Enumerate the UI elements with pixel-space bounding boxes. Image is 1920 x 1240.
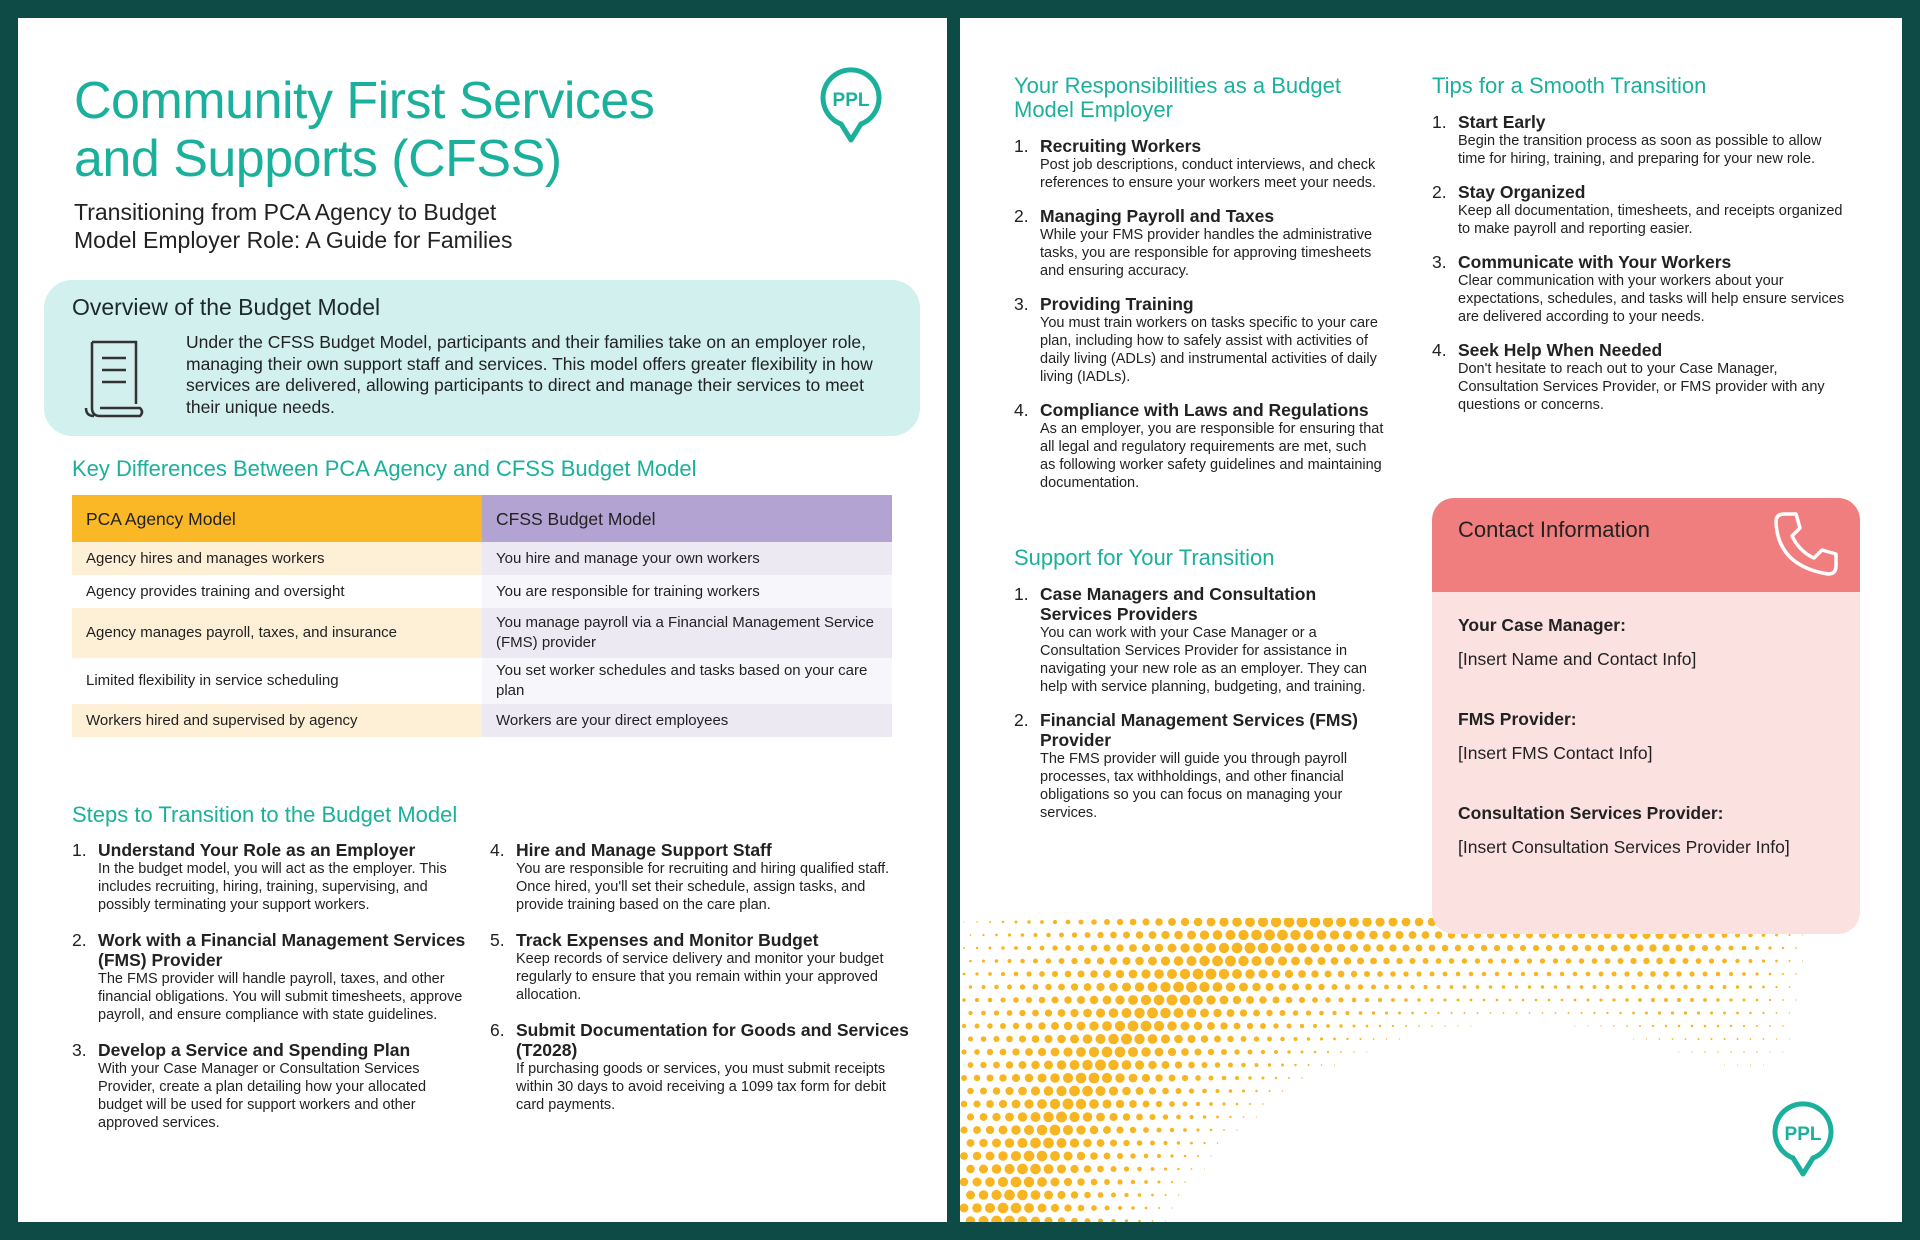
item-number: 2.: [1432, 182, 1447, 202]
differences-heading: Key Differences Between PCA Agency and CFSS Budget Model: [72, 456, 697, 481]
document-icon: [82, 338, 148, 420]
table-row: [72, 704, 892, 737]
phone-icon: [1770, 508, 1842, 580]
table-row: [72, 542, 892, 575]
table-row: [72, 608, 892, 658]
title-line2: and Supports (CFSS): [74, 130, 562, 188]
item-number: 4.: [490, 840, 505, 860]
item-description: Don't hesitate to reach out to your Case Manager, Consultation Services Provider, or FMS provider with any questions or concerns.: [1458, 361, 1825, 413]
item-description: Keep records of service delivery and monitor your budget regularly to ensure that you remain within your approved allocation.: [516, 951, 884, 1003]
item-description: The FMS provider will handle payroll, taxes, and other financial obligations. You will submit timesheets, approve payroll, and ensure compliance with state guidelines.: [98, 971, 463, 1023]
table-row: [72, 575, 892, 608]
cell-cfss: You set worker schedules and tasks based on your care plan: [482, 658, 892, 704]
support-heading: Support for Your Transition: [1014, 545, 1275, 570]
table-row: [72, 658, 892, 704]
cell-pca: Agency provides training and oversight: [72, 575, 482, 608]
list-item: [490, 930, 910, 1004]
list-item: [1432, 340, 1852, 414]
subtitle-line2: Model Employer Role: A Guide for Families: [74, 227, 513, 253]
item-description: As an employer, you are responsible for ensuring that all legal and regulatory requirements are met, such as following worker safety guidelines and maintaining documentation.: [1040, 421, 1384, 491]
subtitle-line1: Transitioning from PCA Agency to Budget: [74, 199, 497, 225]
title-line1: Community First Services: [74, 72, 655, 130]
responsibilities-heading: Your Responsibilities as a Budget Model Employer: [1014, 73, 1341, 122]
support-list: [1014, 584, 1384, 836]
item-title: Understand Your Role as an Employer: [98, 840, 416, 860]
cell-cfss: You hire and manage your own workers: [482, 542, 892, 575]
list-item: [1014, 136, 1384, 192]
list-item: [72, 1040, 472, 1132]
cell-cfss: You manage payroll via a Financial Management Service (FMS) provider: [482, 608, 892, 658]
steps-heading: Steps to Transition to the Budget Model: [72, 802, 458, 827]
list-item: [1432, 112, 1852, 168]
tips-list: [1432, 112, 1852, 428]
cell-pca: Limited flexibility in service scheduling: [72, 658, 482, 704]
item-number: 1.: [72, 840, 87, 860]
cell-cfss: You are responsible for training workers: [482, 575, 892, 608]
list-item: [1014, 206, 1384, 280]
contact-label: Your Case Manager:: [1458, 615, 1626, 635]
steps-column-2: [490, 840, 910, 1130]
item-number: 5.: [490, 930, 505, 950]
item-title: Start Early: [1458, 112, 1546, 132]
item-number: 2.: [72, 930, 87, 950]
overview-box: [44, 280, 920, 436]
item-title: Develop a Service and Spending Plan: [98, 1040, 411, 1060]
list-item: [1014, 400, 1384, 492]
list-item: [1014, 294, 1384, 386]
cell-pca: Workers hired and supervised by agency: [72, 704, 482, 737]
item-number: 3.: [1014, 294, 1029, 314]
right-page: [960, 18, 1902, 1222]
list-item: [490, 840, 910, 914]
page-title: [74, 72, 654, 188]
item-number: 1.: [1014, 136, 1029, 156]
list-item: [1432, 182, 1852, 238]
overview-heading: Overview of the Budget Model: [72, 294, 381, 320]
contact-body: [1432, 592, 1860, 908]
item-number: 1.: [1432, 112, 1447, 132]
logo-footer-text: PPL: [1784, 1124, 1822, 1145]
ppl-logo-footer-icon: [1768, 1098, 1838, 1178]
item-number: 4.: [1014, 400, 1029, 420]
col-pca-header: PCA Agency Model: [72, 495, 482, 542]
cell-pca: Agency hires and manages workers: [72, 542, 482, 575]
item-title: Managing Payroll and Taxes: [1040, 206, 1275, 226]
table-body: [72, 542, 892, 737]
left-page: [18, 18, 947, 1222]
item-title: Submit Documentation for Goods and Services (T2028): [516, 1020, 909, 1060]
item-number: 3.: [72, 1040, 87, 1060]
item-number: 2.: [1014, 710, 1029, 730]
contact-label: FMS Provider:: [1458, 709, 1577, 729]
halftone-dots-icon: [960, 918, 1902, 1222]
list-item: [72, 930, 472, 1024]
contact-value: [Insert Consultation Services Provider Info]: [1458, 837, 1790, 857]
item-description: Clear communication with your workers about your expectations, schedules, and tasks will help ensure services are delivered according to your needs.: [1458, 273, 1845, 325]
item-title: Track Expenses and Monitor Budget: [516, 930, 819, 950]
item-title: Hire and Manage Support Staff: [516, 840, 772, 860]
contact-card: [1432, 498, 1860, 934]
item-description: Begin the transition process as soon as possible to allow time for hiring, training, and preparing for your new role.: [1458, 133, 1822, 167]
contact-value: [Insert Name and Contact Info]: [1458, 649, 1697, 669]
list-item: [72, 840, 472, 914]
contact-heading: Contact Information: [1458, 517, 1650, 542]
item-title: Providing Training: [1040, 294, 1194, 314]
item-number: 6.: [490, 1020, 505, 1040]
item-description: You can work with your Case Manager or a Consultation Services Provider for assistance in navigating your new role as an employer. They can help with service planning, budgeting, and training.: [1040, 625, 1367, 695]
contact-header: [1432, 498, 1860, 592]
item-title: Work with a Financial Management Services (FMS) Provider: [98, 930, 466, 970]
item-description: Post job descriptions, conduct interviews, and check references to ensure your workers meet your needs.: [1040, 157, 1377, 191]
item-title: Stay Organized: [1458, 182, 1586, 202]
item-title: Case Managers and Consultation Services Providers: [1040, 584, 1317, 624]
item-number: 1.: [1014, 584, 1029, 604]
item-description: With your Case Manager or Consultation Services Provider, create a plan detailing how your allocated budget will be used for support workers and other approved services.: [98, 1061, 427, 1131]
tips-heading: Tips for a Smooth Transition: [1432, 73, 1707, 98]
list-item: [1432, 252, 1852, 326]
list-item: [1014, 710, 1384, 822]
overview-body: Under the CFSS Budget Model, participants and their families take on an employer role, managing their own support staff and services. This model offers greater flexibility in how services are delivered, allowing participants to direct and manage their services to meet their unique needs.: [186, 332, 873, 417]
item-description: If purchasing goods or services, you must submit receipts within 30 days to avoid receiving a 1099 tax form for debit card payments.: [516, 1061, 886, 1113]
item-description: You are responsible for recruiting and hiring qualified staff. Once hired, you'll set their schedule, assign tasks, and provide training based on the care plan.: [516, 861, 890, 913]
item-number: 4.: [1432, 340, 1447, 360]
cell-cfss: Workers are your direct employees: [482, 704, 892, 737]
item-number: 2.: [1014, 206, 1029, 226]
steps-column-1: [72, 840, 472, 1148]
item-description: The FMS provider will guide you through payroll processes, tax withholdings, and other financial obligations so you can focus on managing your services.: [1040, 751, 1348, 821]
item-description: You must train workers on tasks specific to your care plan, including how to safely assist with activities of daily living (ADLs) and instrumental activities of daily living (IADLs).: [1040, 315, 1378, 385]
responsibilities-list: [1014, 136, 1384, 506]
list-item: [1014, 584, 1384, 696]
item-description: While your FMS provider handles the administrative tasks, you are responsible for approving timesheets and ensuring accuracy.: [1040, 227, 1373, 279]
item-title: Compliance with Laws and Regulations: [1040, 400, 1369, 420]
item-title: Recruiting Workers: [1040, 136, 1202, 156]
item-description: Keep all documentation, timesheets, and receipts organized to make payroll and reporting easier.: [1458, 203, 1843, 237]
item-title: Communicate with Your Workers: [1458, 252, 1732, 272]
table-header-row: [72, 495, 892, 542]
col-cfss-header: CFSS Budget Model: [482, 495, 892, 542]
contact-label: Consultation Services Provider:: [1458, 803, 1724, 823]
ppl-logo-icon: [816, 64, 886, 144]
cell-pca: Agency manages payroll, taxes, and insurance: [72, 608, 482, 658]
contact-value: [Insert FMS Contact Info]: [1458, 743, 1653, 763]
list-item: [490, 1020, 910, 1114]
item-description: In the budget model, you will act as the employer. This includes recruiting, hiring, training, supervising, and possibly terminating your support workers.: [98, 861, 447, 913]
differences-table: [72, 495, 892, 737]
page-subtitle: [74, 198, 594, 254]
item-number: 3.: [1432, 252, 1447, 272]
item-title: Financial Management Services (FMS) Provider: [1040, 710, 1359, 750]
item-title: Seek Help When Needed: [1458, 340, 1663, 360]
logo-text: PPL: [832, 90, 870, 111]
